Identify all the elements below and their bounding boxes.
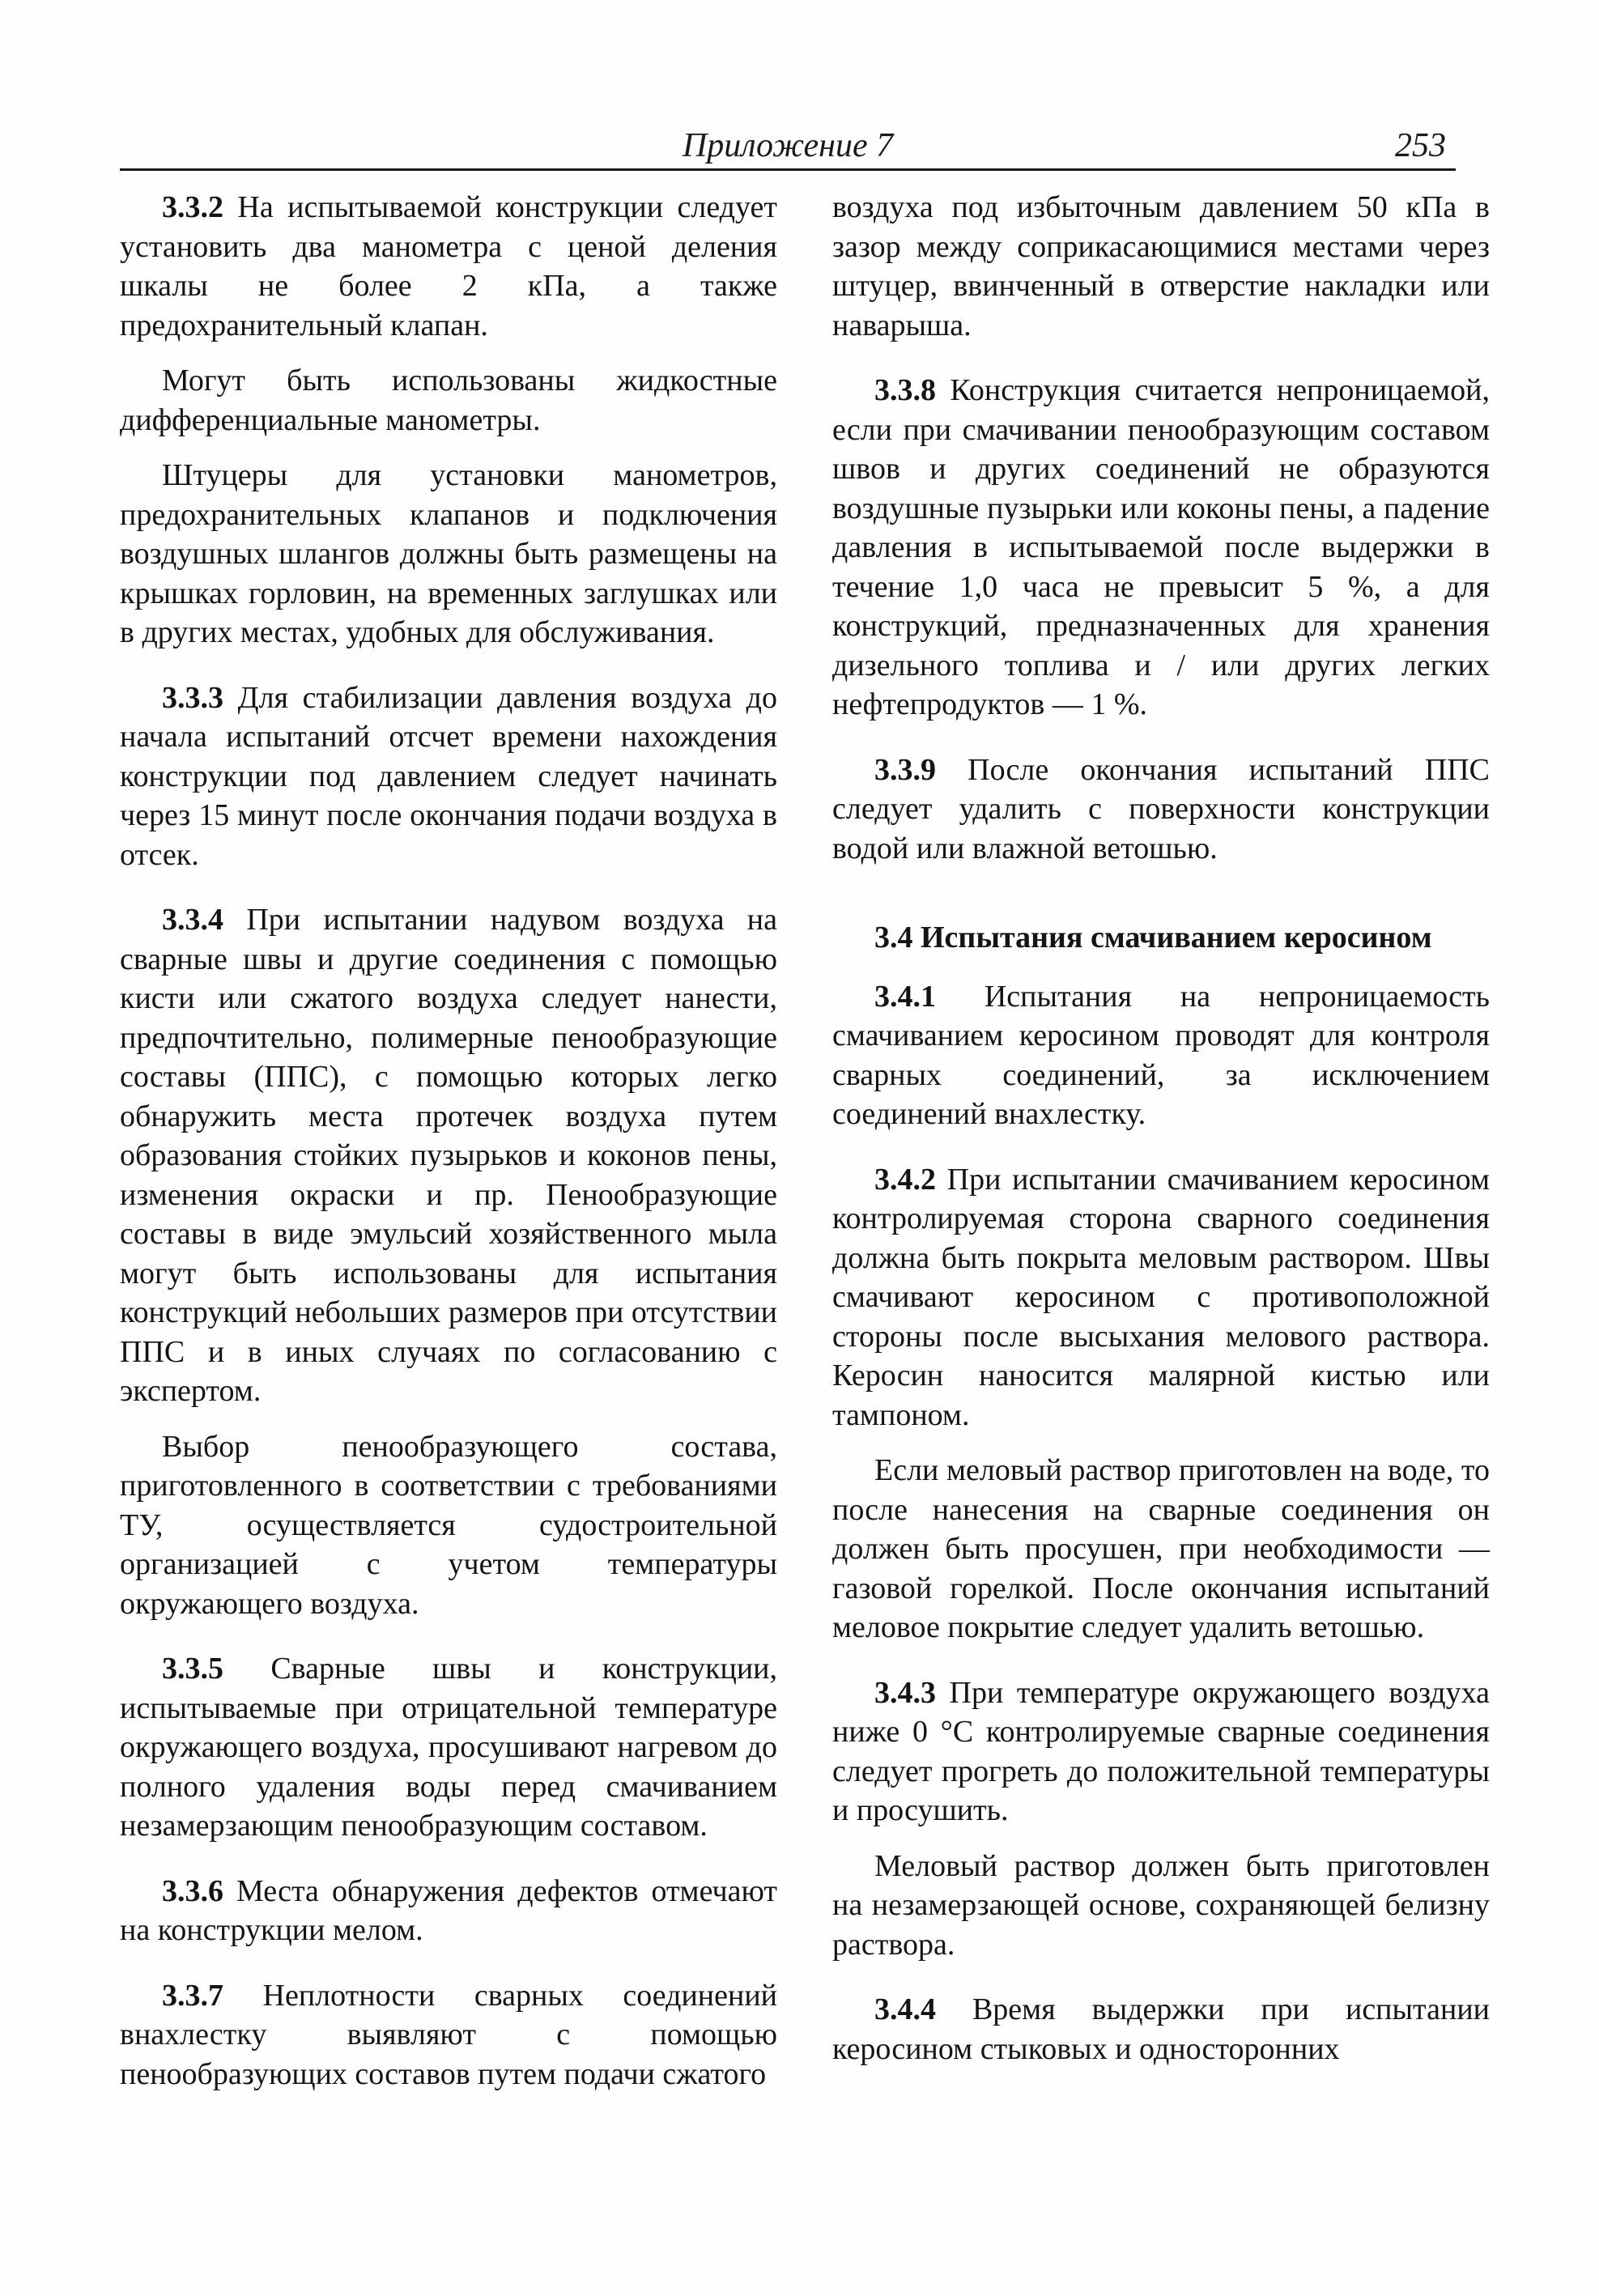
paragraph-3-3-3 <box>120 678 777 875</box>
paragraph-text: При температуре окружающего воздуха ниже 0 °С контролируемые сварные соединения следует прогреть до положительной температуры и просушить. <box>832 1675 1490 1827</box>
paragraph-3-3-8 <box>832 371 1490 725</box>
paragraph-text: После окончания испытаний ППС следует удалить с поверхности конструкции водой или влажной ветошью. <box>832 752 1490 865</box>
paragraph: Выбор пенообразующего состава, приготовленного в соответствии с требованиями ТУ, осуществляется судостроительной организацией с учетом температуры окружающего воздуха. <box>120 1429 777 1621</box>
paragraph: Если меловый раствор приготовлен на воде, то после нанесения на сварные соединения он должен быть просушен, при необходимости — газовой горелкой. После окончания испытаний меловое покрытие следует удалить ветошью. <box>832 1453 1490 1644</box>
section-heading: 3.4 Испытания смачиванием керосином <box>874 921 1432 955</box>
paragraph-continuation: воздуха под избыточным давлением 50 кПа в зазор между соприкасающимися местами через штуцер, ввинченный в отверстие накладки или наварыша. <box>832 190 1490 342</box>
paragraph: Штуцеры для установки манометров, предохранительных клапанов и подключения воздушных шлангов должны быть размещены на крышках горловин, на временных заглушках или в других местах, удобных для обслуживания. <box>120 458 777 649</box>
clause-number: 3.3.5 <box>162 1652 223 1686</box>
paragraph: Могут быть использованы жидкостные дифференциальные манометры. <box>120 364 777 437</box>
page-number: 253 <box>1395 127 1446 164</box>
paragraph-text: Места обнаружения дефектов отмечают на конструкции мелом. <box>120 1873 777 1947</box>
clause-number: 3.3.2 <box>162 190 223 224</box>
right-column <box>832 188 1490 2085</box>
paragraph-text: Неплотности сварных соединений внахлестку выявляют с помощью пенообразующих составов путем подачи сжатого <box>120 1978 777 2091</box>
paragraph-text: При испытании надувом воздуха на сварные швы и другие соединения с помощью кисти или сжатого воздуха следует нанести, предпочтительно, полимерные пенообразующие составы (ППС), с помощью которых легко обнаружить места протечек воздуха путем образования стойких пузырьков и коконов пены, изменения окраски и пр. Пенообразующие составы в виде эмульсий хозяйственного мыла могут быть использованы для испытания конструкций небольших размеров при отсутствии ППС и в иных случаях по согласованию с экспертом. <box>120 903 777 1408</box>
paragraph-3-3-7 <box>120 1976 777 2094</box>
clause-number: 3.3.8 <box>874 373 936 407</box>
clause-number: 3.3.7 <box>162 1978 223 2013</box>
clause-number: 3.3.3 <box>162 680 223 715</box>
clause-number: 3.4.2 <box>874 1162 936 1197</box>
left-column <box>120 188 777 2110</box>
paragraph-3-4-3 <box>832 1673 1490 1830</box>
paragraph-text: При испытании смачиванием керосином контролируемая сторона сварного соединения должна быть покрыта меловым раствором. Швы смачивают керосином с противоположной стороны после высыхания мелового раствора. Керосин наносится малярной кистью или тампоном. <box>832 1162 1490 1432</box>
paragraph-3-4-4 <box>832 1990 1490 2069</box>
paragraph-text: Сварные швы и конструкции, испытываемые при отрицательной температуре окружающего воздуха, просушивают нагревом до полного удаления воды перед смачиванием незамерзающим пенообразующим составом. <box>120 1652 777 1843</box>
paragraph-3-3-2 <box>120 188 777 345</box>
paragraph-text: На испытываемой конструкции следует установить два манометра с ценой деления шкалы не более 2 кПа, а также предохранительный клапан. <box>120 190 777 342</box>
paragraph-text: Время выдержки при испытании керосином стыковых и односторонних <box>832 1992 1490 2066</box>
clause-number: 3.4.1 <box>874 979 936 1014</box>
paragraph-3-3-6 <box>120 1872 777 1950</box>
paragraph: Меловый раствор должен быть приготовлен на незамерзающей основе, сохраняющей белизну раствора. <box>832 1848 1490 1962</box>
paragraph-3-3-9 <box>832 750 1490 869</box>
clause-number: 3.3.9 <box>874 752 936 787</box>
clause-number: 3.4.3 <box>874 1675 936 1710</box>
page-header <box>120 120 1456 171</box>
paragraph-3-3-4 <box>120 900 777 1411</box>
paragraph-3-4-2 <box>832 1160 1490 1435</box>
running-title: Приложение 7 <box>682 127 894 164</box>
clause-number: 3.3.6 <box>162 1873 223 1908</box>
paragraph-text: Конструкция считается непроницаемой, если при смачивании пенообразующим составом швов и других соединений не образуются воздушные пузырьки или коконы пены, а падение давления в испытываемой после выдержки в течение 1,0 часа не превысит 5 %, а для конструкций, предназначенных для хранения дизельного топлива и / или других легких нефтепродуктов — 1 %. <box>832 373 1490 721</box>
paragraph-3-3-5 <box>120 1649 777 1846</box>
paragraph-text: Для стабилизации давления воздуха до начала испытаний отсчет времени нахождения конструкции под давлением следует начинать через 15 минут после окончания подачи воздуха в отсек. <box>120 680 777 872</box>
paragraph-3-4-1 <box>832 977 1490 1134</box>
clause-number: 3.3.4 <box>162 903 223 937</box>
paragraph-text: Испытания на непроницаемость смачиванием керосином проводят для контроля сварных соединений, за исключением соединений внахлестку. <box>832 979 1490 1131</box>
clause-number: 3.4.4 <box>874 1992 936 2026</box>
